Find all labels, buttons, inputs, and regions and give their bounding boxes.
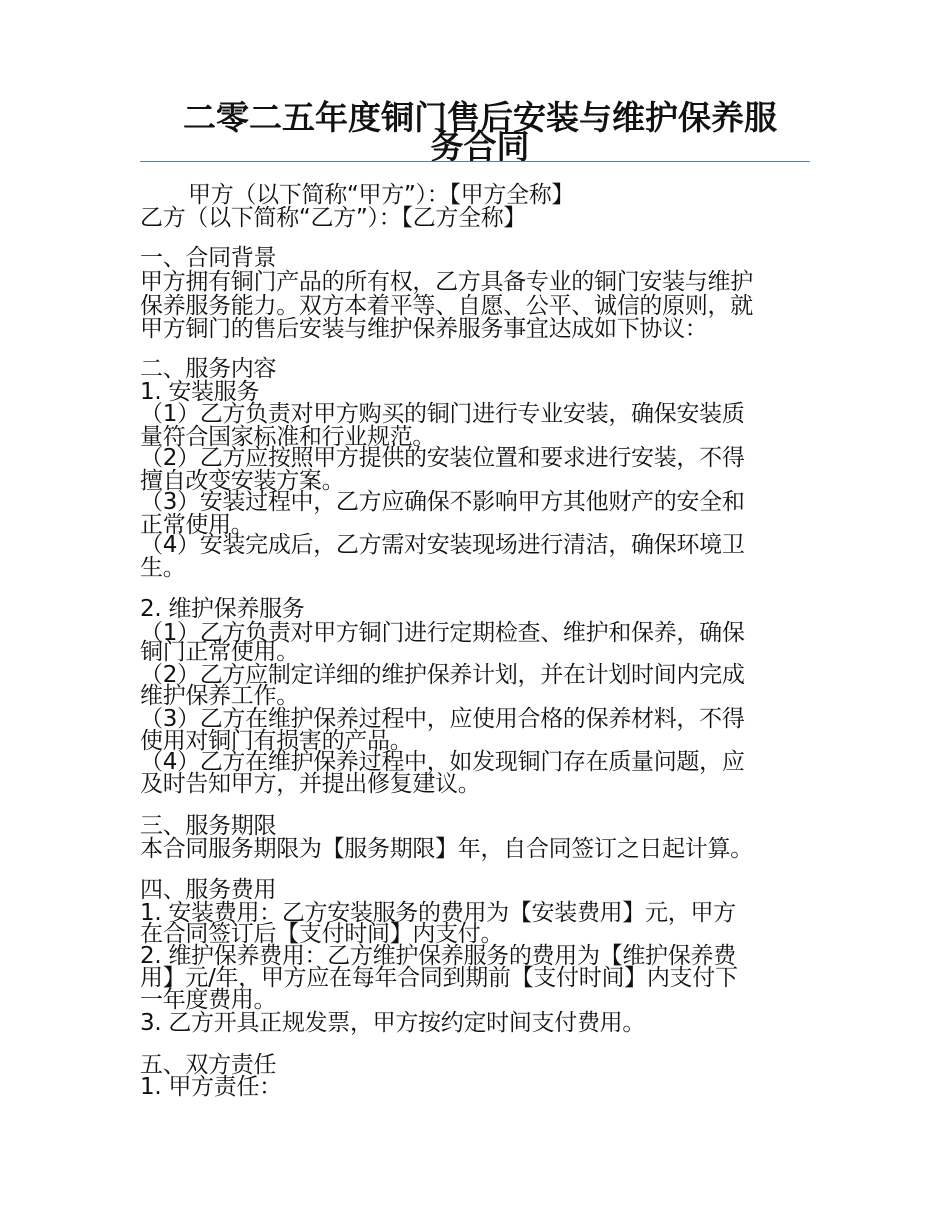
title-underline: [140, 161, 810, 162]
section-heading-responsibilities: 五、双方责任: [140, 1052, 277, 1078]
background-line-3: 甲方铜门的售后安装与维护保养服务事宜达成如下协议：: [140, 316, 708, 342]
maintenance-line-3: （2）乙方应制定详细的维护保养计划，并在计划时间内完成: [140, 662, 745, 688]
maintenance-line-8: 及时告知甲方，并提出修复建议。: [140, 771, 481, 797]
fees-line-3: 2. 维护保养费用：乙方维护保养服务的费用为【维护保养费: [140, 943, 736, 969]
background-line-2: 保养服务能力。双方本着平等、自愿、公平、诚信的原则，就: [140, 293, 753, 319]
fees-line-4: 用】元/年，甲方应在每年合同到期前【支付时间】内支付下: [140, 965, 738, 991]
installation-line-8: 生。: [140, 555, 186, 581]
section-heading-service-period: 三、服务期限: [140, 813, 277, 839]
subsection-installation-heading: 1. 安装服务: [140, 379, 260, 405]
responsibilities-line-1: 1. 甲方责任：: [140, 1074, 282, 1100]
fees-line-6: 3. 乙方开具正规发票，甲方按约定时间支付费用。: [140, 1010, 646, 1036]
installation-line-6: 正常使用。: [140, 512, 254, 538]
maintenance-line-5: （3）乙方在维护保养过程中，应使用合格的保养材料，不得: [140, 706, 745, 732]
section-heading-service-fees: 四、服务费用: [140, 877, 277, 903]
party-b-line: 乙方（以下简称“乙方”）：【乙方全称】: [140, 205, 527, 231]
document-title-line-1: 二零二五年度铜门售后安装与维护保养服: [183, 98, 777, 137]
document-title-line-2: 务合同: [430, 127, 530, 166]
background-line-1: 甲方拥有铜门产品的所有权，乙方具备专业的铜门安装与维护: [140, 269, 753, 295]
maintenance-line-1: （1）乙方负责对甲方铜门进行定期检查、维护和保养，确保: [140, 620, 745, 646]
service-period-line-1: 本合同服务期限为【服务期限】年，自合同签订之日起计算。: [140, 836, 753, 862]
fees-line-2: 在合同签订后【支付时间】内支付。: [140, 921, 504, 947]
fees-line-5: 一年度费用。: [140, 987, 277, 1013]
installation-line-1: （1）乙方负责对甲方购买的铜门进行专业安装，确保安装质: [140, 401, 745, 427]
maintenance-line-4: 维护保养工作。: [140, 683, 299, 709]
maintenance-line-6: 使用对铜门有损害的产品。: [140, 728, 413, 754]
fees-line-1: 1. 安装费用：乙方安装服务的费用为【安装费用】元，甲方: [140, 900, 736, 926]
subsection-maintenance-heading: 2. 维护保养服务: [140, 596, 305, 622]
installation-line-7: （4）安装完成后，乙方需对安装现场进行清洁，确保环境卫: [140, 532, 745, 558]
maintenance-line-2: 铜门正常使用。: [140, 639, 299, 665]
section-heading-background: 一、合同背景: [140, 245, 277, 271]
installation-line-5: （3）安装过程中，乙方应确保不影响甲方其他财产的安全和: [140, 489, 745, 515]
installation-line-3: （2）乙方应按照甲方提供的安装位置和要求进行安装，不得: [140, 445, 745, 471]
maintenance-line-7: （4）乙方在维护保养过程中，如发现铜门存在质量问题，应: [140, 749, 745, 775]
section-heading-service-content: 二、服务内容: [140, 356, 277, 382]
party-a-line: 甲方（以下简称“甲方”）：【甲方全称】: [188, 182, 575, 208]
installation-line-2: 量符合国家标准和行业规范。: [140, 424, 436, 450]
installation-line-4: 擅自改变安装方案。: [140, 468, 345, 494]
